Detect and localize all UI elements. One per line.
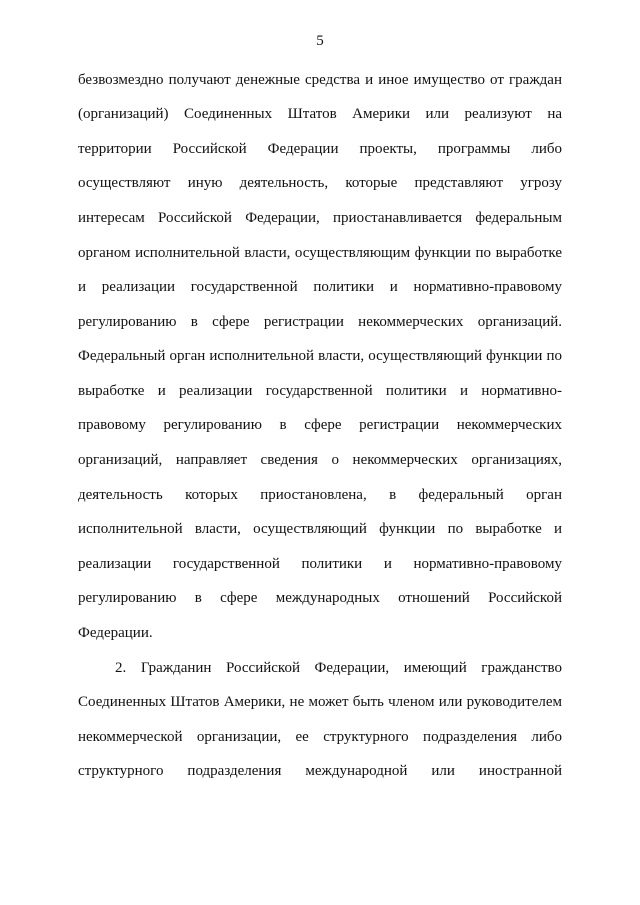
text-line: Федеральный орган исполнительной власти, осуществляющий функции по (78, 348, 562, 364)
text-line: безвозмездно получают денежные средства и иное имущество от граждан (78, 72, 562, 88)
text-line: органом исполнительной власти, осуществляющим функции по выработке (78, 245, 562, 261)
text-line: некоммерческой организации, ее структурного подразделения либо (78, 729, 562, 745)
text-line: регулированию в сфере международных отношений Российской (78, 590, 562, 606)
text-line: Соединенных Штатов Америки, не может быть членом или руководителем (78, 694, 562, 710)
text-line: регулированию в сфере регистрации некоммерческих организаций. (78, 314, 562, 330)
text-line: реализации государственной политики и нормативно-правовому (78, 556, 562, 572)
paragraph-2-first-line: 2. Гражданин Российской Федерации, имеющий гражданство (115, 660, 562, 676)
text-line: Федерации. (78, 625, 153, 641)
text-line: исполнительной власти, осуществляющий функции по выработке и (78, 521, 562, 537)
text-line: организаций, направляет сведения о некоммерческих организациях, (78, 452, 562, 468)
text-line: (организаций) Соединенных Штатов Америки или реализуют на (78, 106, 562, 122)
text-line: и реализации государственной политики и нормативно-правовому (78, 279, 562, 295)
text-line: деятельность которых приостановлена, в федеральный орган (78, 487, 562, 503)
text-line: правовому регулированию в сфере регистрации некоммерческих (78, 417, 562, 433)
text-line: структурного подразделения международной или иностранной (78, 763, 562, 779)
text-line: интересам Российской Федерации, приостанавливается федеральным (78, 210, 562, 226)
text-line: территории Российской Федерации проекты, программы либо (78, 141, 562, 157)
page-number: 5 (316, 33, 324, 49)
text-line: выработке и реализации государственной политики и нормативно- (78, 383, 562, 399)
text-line: осуществляют иную деятельность, которые представляют угрозу (78, 175, 562, 191)
